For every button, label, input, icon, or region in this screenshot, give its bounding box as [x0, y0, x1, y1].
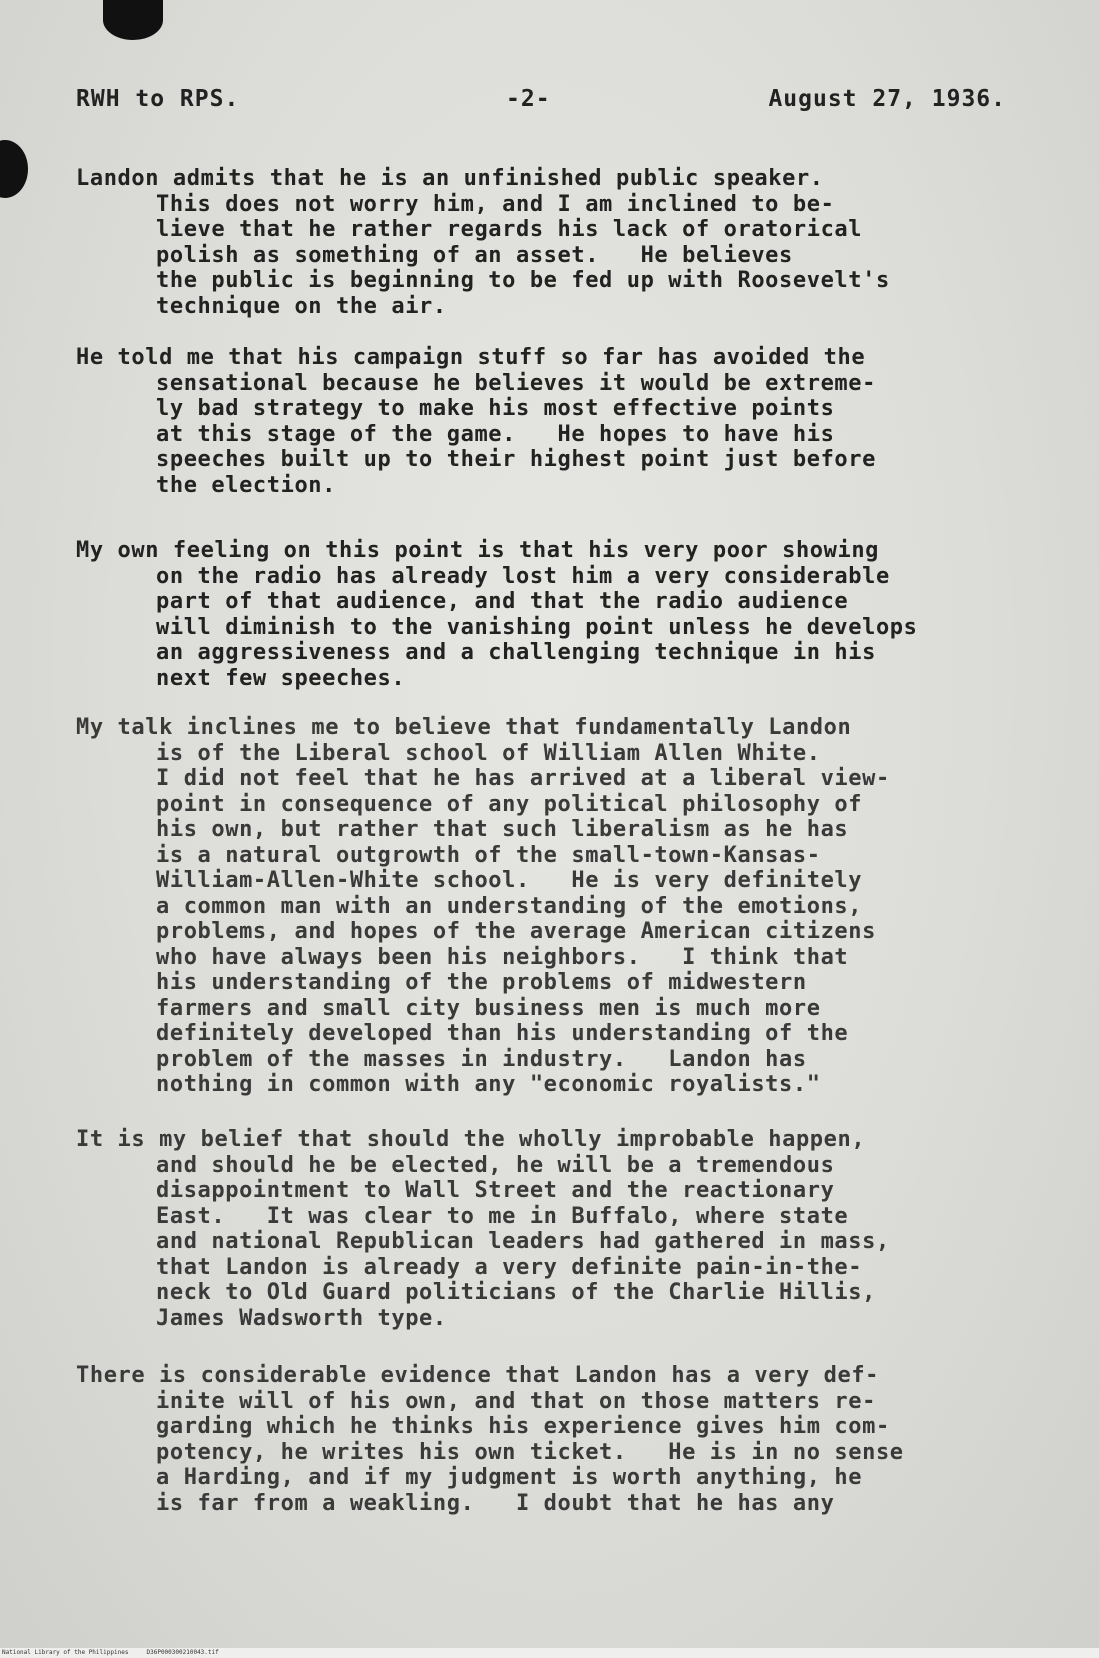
paragraph-5	[76, 1127, 1036, 1331]
text-line: his understanding of the problems of midwestern	[156, 970, 807, 995]
paragraph-1	[76, 166, 1036, 319]
text-line: the public is beginning to be fed up with Roosevelt's	[156, 268, 890, 293]
text-line: is of the Liberal school of William Allen White.	[156, 740, 821, 766]
text-line: East. It was clear to me in Buffalo, where state	[156, 1203, 849, 1229]
text-line: an aggressiveness and a challenging technique in his	[156, 640, 876, 665]
text-line: lieve that he rather regards his lack of oratorical	[156, 217, 863, 242]
paragraph-3	[76, 538, 1036, 691]
text-line: part of that audience, and that the radio audience	[156, 589, 849, 614]
text-line: ly bad strategy to make his most effective points	[156, 396, 835, 421]
punch-hole-top	[103, 0, 163, 40]
text-line: Landon admits that he is an unfinished public speaker.	[76, 166, 824, 191]
paragraph-6	[76, 1363, 1036, 1516]
text-line: I did not feel that he has arrived at a liberal view-	[156, 766, 890, 791]
text-line: neck to Old Guard politicians of the Charlie Hillis,	[156, 1280, 876, 1305]
text-line: a Harding, and if my judgment is worth anything, he	[156, 1465, 863, 1490]
text-line: the election.	[156, 472, 336, 498]
text-line: William-Allen-White school. He is very definitely	[156, 868, 863, 893]
text-line: is far from a weakling. I doubt that he has any	[156, 1490, 835, 1516]
text-line: and national Republican leaders had gathered in mass,	[156, 1229, 890, 1254]
text-line: definitely developed than his understanding of the	[156, 1021, 849, 1046]
text-line: and should he be elected, he will be a tremendous	[156, 1152, 835, 1178]
text-line: on the radio has already lost him a very considerable	[156, 563, 890, 589]
text-line: is a natural outgrowth of the small-town-Kansas-	[156, 842, 821, 868]
text-line: a common man with an understanding of the emotions,	[156, 893, 863, 919]
text-line: It is my belief that should the wholly improbable happen,	[76, 1127, 866, 1152]
text-line: his own, but rather that such liberalism as he has	[156, 817, 849, 842]
text-line: problems, and hopes of the average American citizens	[156, 919, 876, 944]
header-date: August 27, 1936.	[768, 86, 1006, 112]
text-line: disappointment to Wall Street and the reactionary	[156, 1178, 835, 1203]
text-line: speeches built up to their highest point just before	[156, 447, 876, 472]
text-line: sensational because he believes it would be extreme-	[156, 370, 876, 396]
text-line: potency, he writes his own ticket. He is in no sense	[156, 1439, 904, 1465]
text-line: that Landon is already a very definite pain-in-the-	[156, 1254, 863, 1280]
text-line: will diminish to the vanishing point unless he develops	[156, 614, 918, 640]
text-line: inite will of his own, and that on those matters re-	[156, 1388, 876, 1414]
text-line: My own feeling on this point is that his very poor showing	[76, 538, 880, 563]
text-line: polish as something of an asset. He believes	[156, 242, 793, 268]
text-line: nothing in common with any "economic royalists."	[156, 1072, 821, 1097]
paragraph-2	[76, 345, 1036, 498]
text-line: at this stage of the game. He hopes to have his	[156, 421, 835, 447]
punch-hole-left	[0, 140, 28, 198]
text-line: point in consequence of any political philosophy of	[156, 791, 863, 817]
text-line: He told me that his campaign stuff so far has avoided the	[76, 345, 866, 370]
text-line: garding which he thinks his experience gives him com-	[156, 1414, 890, 1439]
text-line: next few speeches.	[156, 665, 406, 691]
text-line: problem of the masses in industry. Landon has	[156, 1046, 807, 1072]
text-line: who have always been his neighbors. I think that	[156, 944, 849, 970]
paragraph-4	[76, 715, 1036, 1098]
text-line: technique on the air.	[156, 293, 447, 319]
text-line: There is considerable evidence that Landon has a very def-	[76, 1363, 880, 1388]
header-sender-recipient: RWH to RPS.	[76, 86, 240, 112]
letter-header	[76, 86, 1006, 122]
text-line: James Wadsworth type.	[156, 1305, 447, 1331]
header-page-number: -2-	[506, 86, 551, 112]
text-line: This does not worry him, and I am inclined to be-	[156, 191, 835, 217]
text-line: My talk inclines me to believe that fundamentally Landon	[76, 715, 852, 740]
text-line: farmers and small city business men is much more	[156, 995, 821, 1021]
archive-footer: National Library of the Philippines D36P000300210043.tif	[0, 1648, 1099, 1658]
